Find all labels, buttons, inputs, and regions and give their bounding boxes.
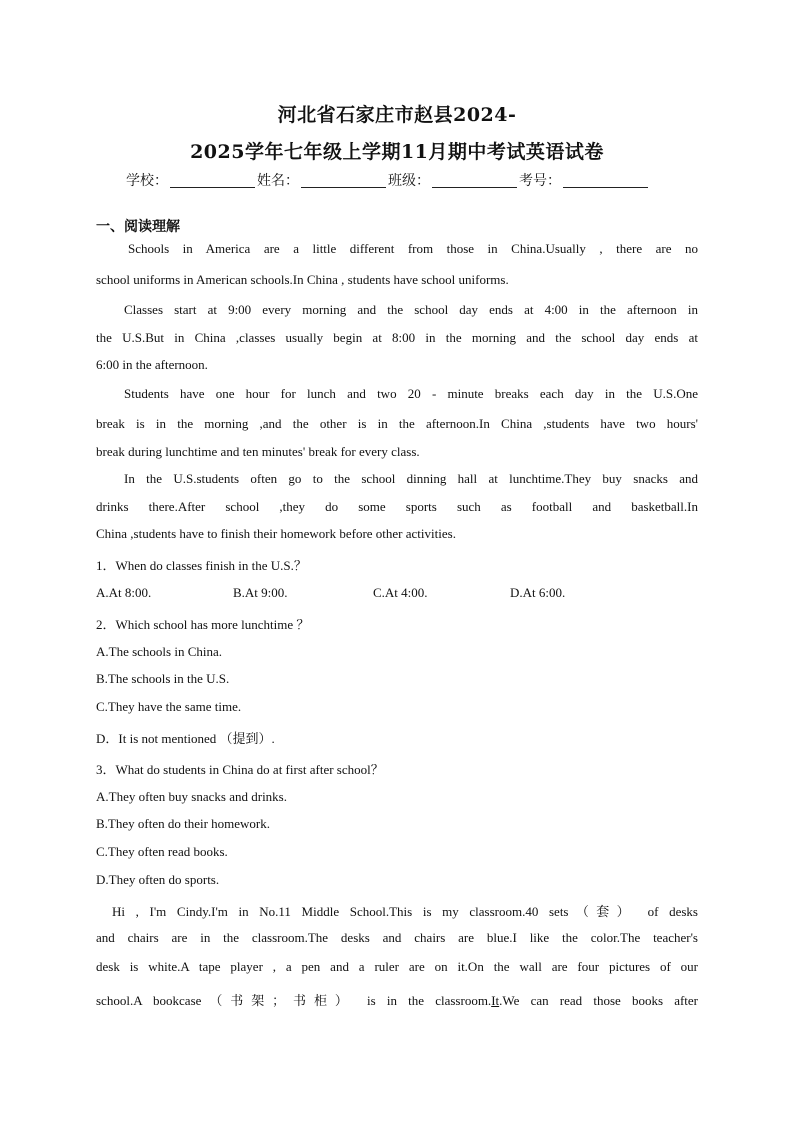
- question-3-option-b[interactable]: B.They often do their homework.: [96, 816, 271, 831]
- passage-line: break during lunchtime and ten minutes' break for every class.: [96, 444, 420, 459]
- passage-line: China ,students have to finish their homework before other activities.: [96, 526, 456, 541]
- question-3-option-a[interactable]: A.They often buy snacks and drinks.: [96, 789, 287, 804]
- question-1-option-d[interactable]: D.At 6:00.: [510, 585, 566, 600]
- name-label: 姓名：: [257, 173, 299, 189]
- class-label: 班级：: [388, 173, 430, 189]
- passage2-text: .We can read those books after: [499, 993, 699, 1008]
- class-blank[interactable]: [432, 173, 517, 188]
- question-1-option-b[interactable]: B.At 9:00.: [233, 585, 288, 600]
- question-1-option-c[interactable]: C.At 4:00.: [373, 585, 428, 600]
- exam-title-line-2: 2025学年七年级上学期11月期中考试英语试卷: [190, 141, 604, 163]
- question-1-options: [96, 585, 698, 603]
- passage-line: the U.S.But in China ,classes usually begin at 8:00 in the morning and the school day ends at: [96, 330, 698, 345]
- passage2-text: school.A bookcase（书架；书柜） is in the classroom.: [96, 993, 492, 1008]
- name-blank[interactable]: [301, 173, 386, 188]
- passage-line: In the U.S.students often go to the school dinning hall at lunchtime.They buy snacks and: [124, 471, 698, 486]
- underlined-word: It: [491, 993, 500, 1008]
- passage2-line: and chairs are in the classroom.The desks and chairs are blue.I like the color.The teacher's: [96, 930, 698, 945]
- passage-line: Students have one hour for lunch and two 20 - minute breaks each day in the U.S.One: [124, 386, 698, 401]
- section-heading: 一、阅读理解: [96, 219, 180, 235]
- question-3-option-c[interactable]: C.They often read books.: [96, 844, 228, 859]
- passage-line: Classes start at 9:00 every morning and the school day ends at 4:00 in the afternoon in: [124, 302, 698, 317]
- question-2-option-c[interactable]: C.They have the same time.: [96, 699, 242, 714]
- school-label: 学校：: [126, 173, 168, 189]
- question-1-stem: 1．When do classes finish in the U.S.？: [96, 558, 307, 573]
- exam-title-line-1: 河北省石家庄市赵县2024-: [277, 104, 517, 126]
- school-blank[interactable]: [170, 173, 255, 188]
- question-2-option-d[interactable]: D．It is not mentioned （提到）.: [96, 731, 275, 746]
- student-info-line: [126, 170, 650, 190]
- passage2-line-last: [96, 990, 698, 1009]
- exam-number-label: 考号：: [519, 173, 561, 189]
- question-1-option-a[interactable]: A.At 8:00.: [96, 585, 152, 600]
- question-2-option-a[interactable]: A.The schools in China.: [96, 644, 223, 659]
- passage-line: school uniforms in American schools.In China , students have school uniforms.: [96, 272, 509, 287]
- question-3-stem: 3．What do students in China do at first after school？: [96, 762, 384, 777]
- passage2-line: desk is white.A tape player , a pen and a ruler are on it.On the wall are four pictures of our: [96, 959, 698, 974]
- exam-number-blank[interactable]: [563, 173, 648, 188]
- passage2-line: Hi , I'm Cindy.I'm in No.11 Middle School.This is my classroom.40 sets（套） of desks: [112, 904, 698, 919]
- question-3-option-d[interactable]: D.They often do sports.: [96, 872, 220, 887]
- passage-line: drinks there.After school ,they do some sports such as football and basketball.In: [96, 499, 698, 514]
- question-2-stem: 2．Which school has more lunchtime ？: [96, 617, 310, 632]
- question-2-option-b[interactable]: B.The schools in the U.S.: [96, 671, 230, 686]
- passage-line: 6:00 in the afternoon.: [96, 357, 208, 372]
- passage-line: Schools in America are a little different from those in China.Usually , there are no: [128, 241, 698, 256]
- passage-line: break is in the morning ,and the other is in the afternoon.In China ,students have two hours': [96, 416, 698, 431]
